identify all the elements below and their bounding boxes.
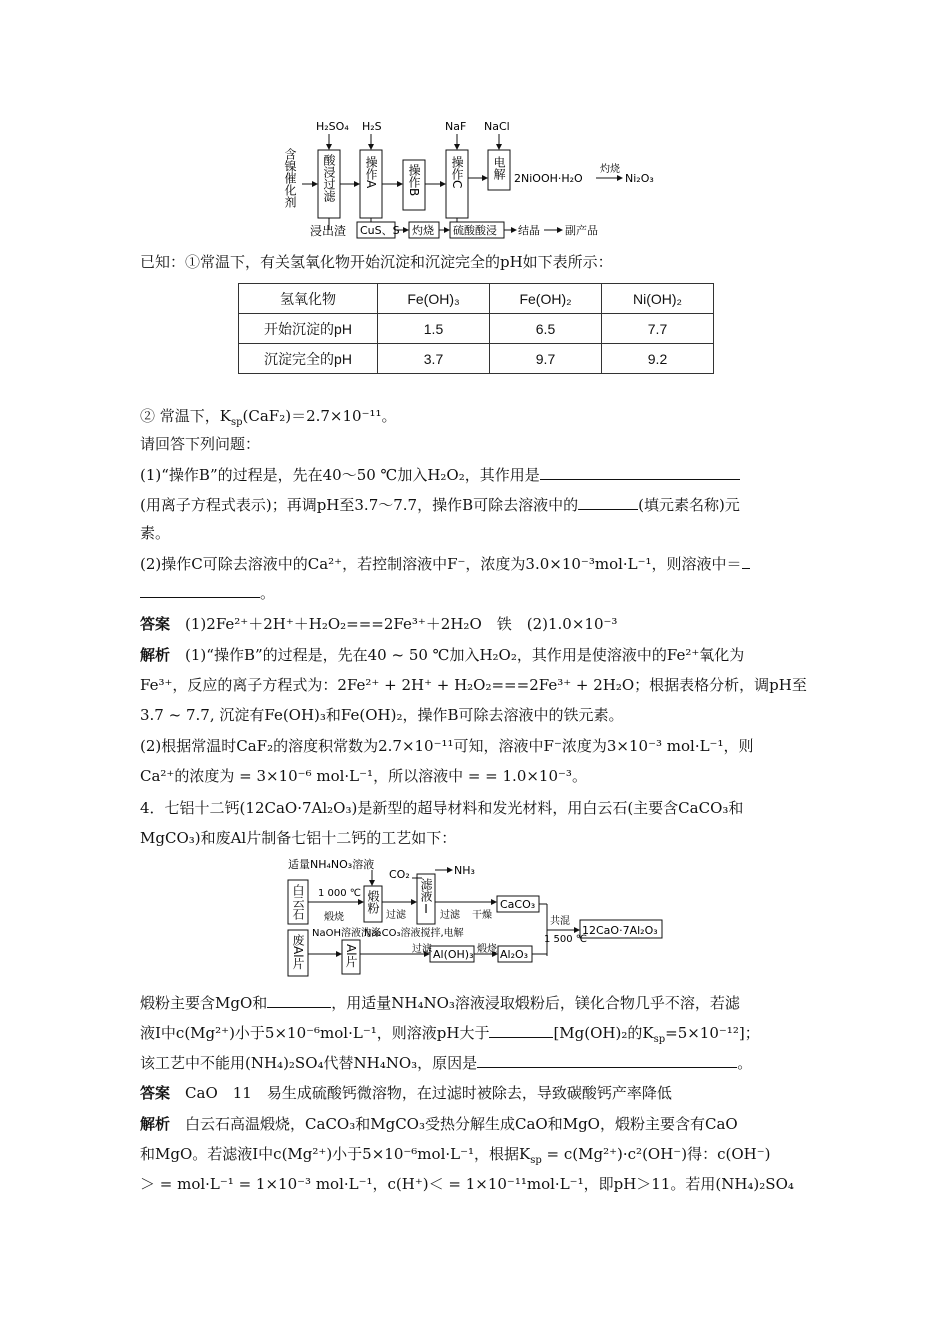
dry-label: 干燥 bbox=[472, 910, 492, 921]
dolomite-box: 白云石 bbox=[291, 884, 305, 920]
reagent-nacl: NaCl bbox=[484, 120, 510, 133]
answer-4: 答案 CaO 11 易生成硫酸钙微溶物，在过滤时被除去，导致碳酸钙产率降低 bbox=[140, 1084, 672, 1102]
table-cell: 7.7 bbox=[602, 314, 714, 344]
explain-4a: 解析 白云石高温煅烧，CaCO₃和MgCO₃受热分解生成CaO和MgO，煅粉主要含有CaO bbox=[140, 1115, 738, 1133]
calcine2-label: 煅烧 bbox=[477, 944, 497, 955]
explain-1c: 3.7 ~ 7.7, 沉淀有Fe(OH)₃和Fe(OH)₂，操作B可除去溶液中的铁元素。 bbox=[140, 706, 624, 724]
waste-al-box: 废Al片 bbox=[291, 934, 305, 970]
temp2-label: 1 500 ℃ bbox=[544, 934, 588, 945]
q4-line-c: 煅粉主要含MgO和 ，用适量NH₄NO₃溶液浸取煅粉后，镁化合物几乎不溶，若滤 bbox=[140, 991, 740, 1014]
explain-2a: (2)根据常温时CaF₂的溶度积常数为2.7×10⁻¹¹可知，溶液中F⁻浓度为3×10⁻³ mol·L⁻¹，则 bbox=[140, 737, 754, 755]
filter2-label: 过滤 bbox=[440, 910, 460, 921]
table-cell: 开始沉淀的pH bbox=[239, 314, 378, 344]
box-acid-leach: 酸浸过滤 bbox=[322, 154, 336, 202]
explain-2b: Ca²⁺的浓度为 = 3×10⁻⁶ mol·L⁻¹，所以溶液中 = = 1.0×10⁻³。 bbox=[140, 767, 587, 785]
product-niooh: 2NiOOH·H₂O bbox=[514, 172, 583, 185]
box-operation-b: 操作B bbox=[407, 164, 421, 197]
known2-line: ② 常温下，$K_{sp}(CaF_2)=2.7\times 10^{-11}$。 bbox=[140, 407, 397, 428]
temp1-label: 1 000 ℃ bbox=[318, 888, 362, 899]
final-ni2o3: Ni₂O₃ bbox=[625, 172, 654, 185]
al2o3-box: Al₂O₃ bbox=[500, 948, 529, 961]
co2-label: CO₂ bbox=[389, 868, 410, 881]
ph-table bbox=[238, 283, 714, 374]
reagent-naf: NaF bbox=[445, 120, 467, 133]
filter1-label: 过滤 bbox=[386, 910, 406, 921]
reagent-h2s: H₂S bbox=[362, 120, 382, 133]
powder-box: 煅粉 bbox=[366, 890, 380, 914]
q2-line-a: (2)操作C可除去溶液中的Ca²⁺，若控制溶液中F⁻，浓度为3.0×10⁻³mol·L⁻¹，则溶液中＝ bbox=[140, 552, 750, 575]
naoh-label: NaOH溶液洗涤 bbox=[312, 928, 381, 939]
table-header: 氢氧化物 bbox=[239, 284, 378, 314]
caco3-box: CaCO₃ bbox=[500, 898, 536, 911]
ask-line: 请回答下列问题： bbox=[140, 435, 261, 453]
calcine-label: 煅烧 bbox=[324, 912, 344, 923]
acid-leach-box: 硫酸酸浸 bbox=[453, 224, 497, 237]
burn-box: 灼烧 bbox=[412, 224, 434, 237]
table-header-row bbox=[239, 284, 714, 314]
table-header: Fe(OH)₂ bbox=[490, 284, 602, 314]
mix-label: 共混 bbox=[550, 916, 570, 927]
q2-line-b: 。 bbox=[140, 581, 275, 604]
box-electrolysis: 电解 bbox=[492, 156, 506, 180]
filtrate-box: 滤液Ⅰ bbox=[419, 878, 433, 916]
nh4no3-label: 适量NH₄NO₃溶液 bbox=[288, 858, 375, 871]
table-header: Ni(OH)₂ bbox=[602, 284, 714, 314]
q4-line-a: 4．七铝十二钙(12CaO·7Al₂O₃)是新型的超导材料和发光材料，用白云石(主要含CaCO₃和 bbox=[140, 799, 744, 817]
table-cell: 9.2 bbox=[602, 344, 714, 374]
cus-s-box: CuS、S bbox=[360, 224, 400, 237]
table-cell: 沉淀完全的pH bbox=[239, 344, 378, 374]
box-operation-a: 操作A bbox=[364, 156, 378, 189]
table-row bbox=[239, 314, 714, 344]
table-row bbox=[239, 344, 714, 374]
q1-line-a: (1)“操作B”的过程是，先在40～50 ℃加入H₂O₂，其作用是 bbox=[140, 463, 740, 486]
calcium-aluminate-flowchart bbox=[282, 856, 672, 982]
residue-label: 浸出渣 bbox=[310, 224, 347, 238]
nickel-process-flowchart bbox=[280, 118, 680, 244]
q4-line-b: MgCO₃)和废Al片制备七铝十二钙的工艺如下： bbox=[140, 829, 457, 847]
q4-line-d: 液Ⅰ中c(Mg²⁺)小于5×10⁻⁶mol·L⁻¹，则溶液pH大于 [Mg(OH)₂的$K_{sp}=5\times 10^{-12}$]； bbox=[140, 1021, 760, 1051]
aloh3-box: Al(OH)₃ bbox=[433, 948, 474, 961]
box-operation-c: 操作C bbox=[450, 156, 464, 189]
arrow-burn-label: 灼烧 bbox=[600, 164, 620, 175]
explain-4c: ＞ = mol·L⁻¹ = 1×10⁻³ mol·L⁻¹，c(H⁺)＜ = 1×10⁻¹¹mol·L⁻¹，即pH＞11。若用(NH₄)₂SO₄ bbox=[140, 1175, 794, 1193]
al-piece-box: Al片 bbox=[344, 944, 358, 968]
na2co3-label: Na₂CO₃溶液搅拌,电解 bbox=[364, 928, 464, 939]
q4-line-e: 该工艺中不能用(NH₄)₂SO₄代替NH₄NO₃，原因是 。 bbox=[140, 1051, 752, 1074]
product-box: 12CaO·7Al₂O₃ bbox=[582, 924, 658, 937]
q1-line-b: (用离子方程式表示)；再调pH至3.7～7.7，操作B可除去溶液中的 (填元素名称)元 bbox=[140, 493, 740, 516]
nh3-label: NH₃ bbox=[454, 864, 475, 877]
explain-1a: 解析 (1)“操作B”的过程是，先在40 ~ 50 ℃加入H₂O₂，其作用是使溶液中的Fe²⁺氧化为 bbox=[140, 646, 745, 664]
table-header: Fe(OH)₃ bbox=[378, 284, 490, 314]
table-cell: 6.5 bbox=[490, 314, 602, 344]
known-intro: 已知：①常温下，有关氢氧化物开始沉淀和沉淀完全的pH如下表所示： bbox=[140, 253, 613, 271]
table-cell: 1.5 bbox=[378, 314, 490, 344]
table-cell: 9.7 bbox=[490, 344, 602, 374]
flow1-left-label: 含镍催化剂 bbox=[283, 148, 297, 208]
crystal-label: 结晶 bbox=[518, 224, 540, 237]
filter3-label: 过滤 bbox=[412, 944, 432, 955]
reagent-h2so4: H₂SO₄ bbox=[316, 120, 349, 133]
explain-4b: 和MgO。若滤液Ⅰ中c(Mg²⁺)小于5×10⁻⁶mol·L⁻¹，根据$K_{sp} = c(Mg^{2+})\cdot c^2(OH^-)$得：c(OH⁻) bbox=[140, 1145, 771, 1166]
explain-1b: Fe³⁺，反应的离子方程式为：2Fe²⁺ + 2H⁺ + H₂O₂===2Fe³⁺ + 2H₂O；根据表格分析，调pH至 bbox=[140, 676, 807, 694]
answer-1: 答案 (1)2Fe²⁺＋2H⁺＋H₂O₂===2Fe³⁺＋2H₂O 铁 (2)1.0×10⁻³ bbox=[140, 615, 618, 633]
q1-line-c: 素。 bbox=[140, 524, 171, 542]
table-cell: 3.7 bbox=[378, 344, 490, 374]
byproduct-label: 副产品 bbox=[565, 224, 598, 237]
